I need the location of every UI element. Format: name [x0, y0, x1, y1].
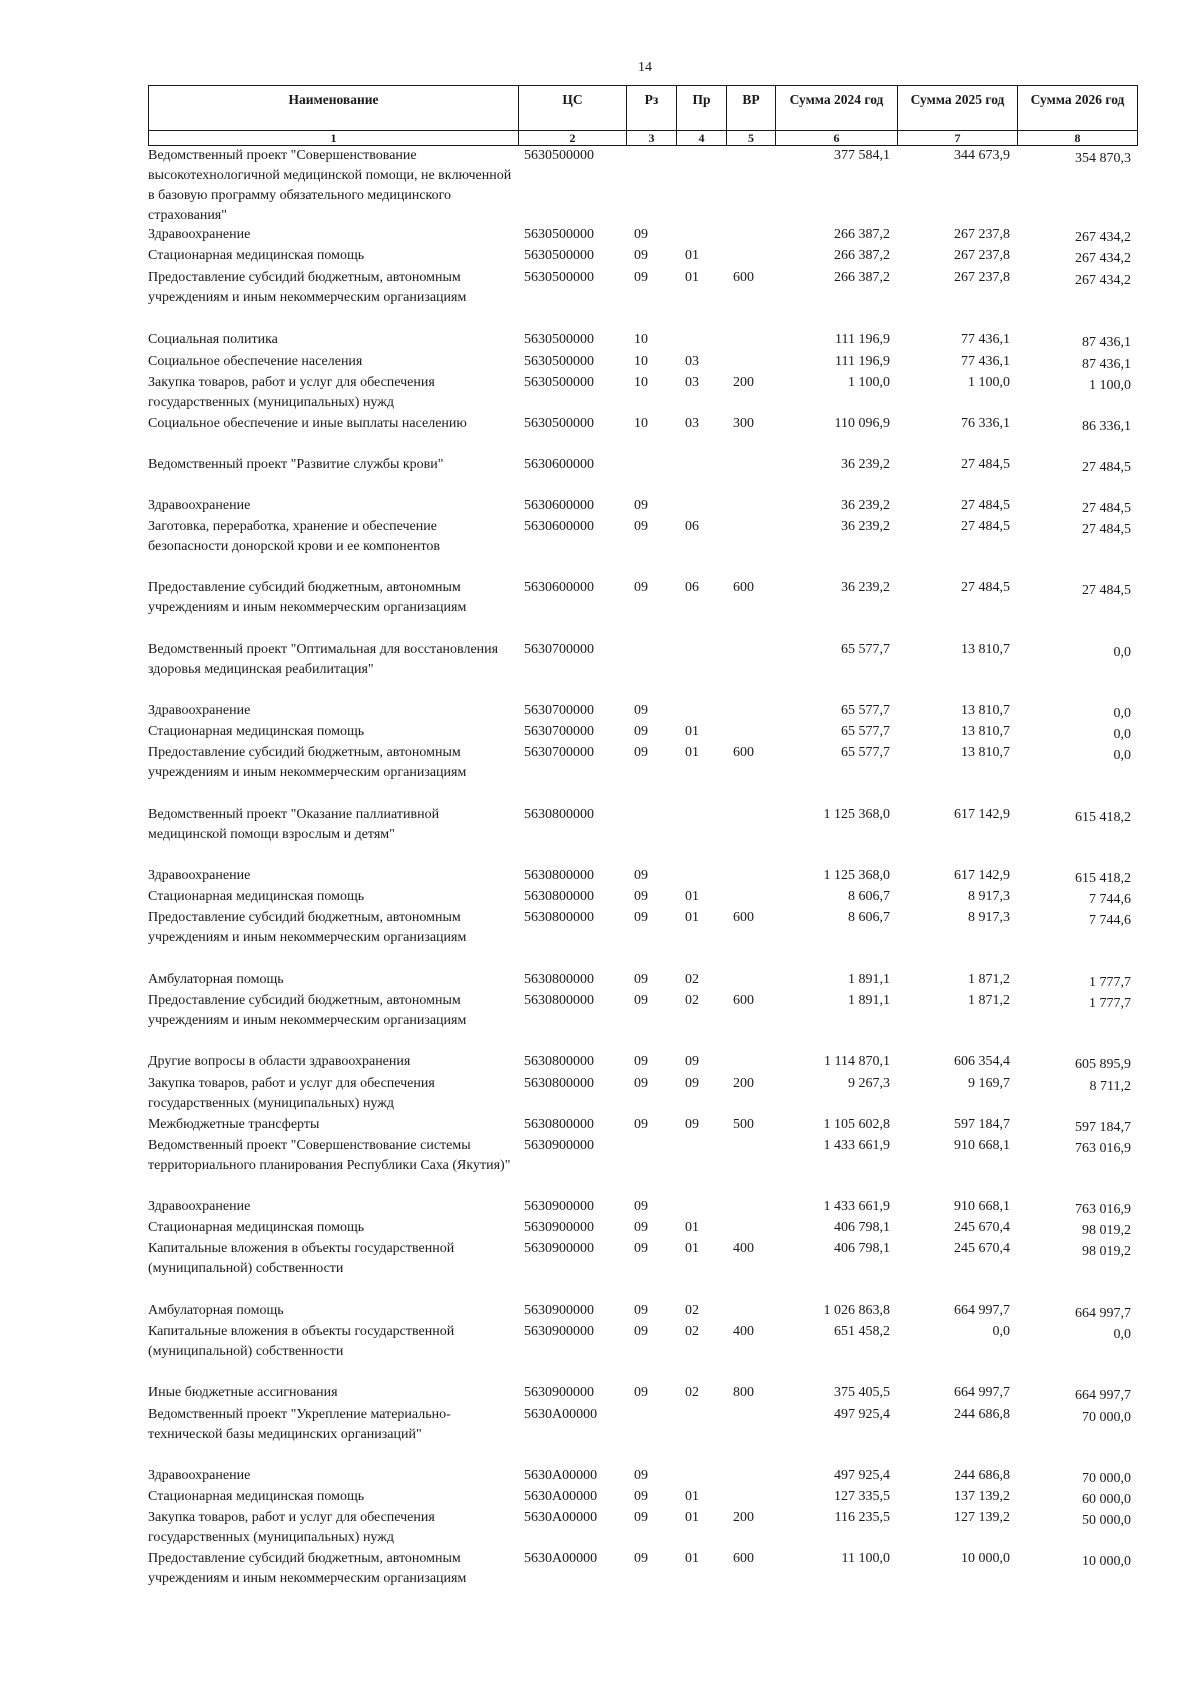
row-cs: 5630600000: [524, 457, 594, 472]
row-sum-2026: 86 336,1: [1082, 419, 1131, 434]
row-name: Предоставление субсидий бюджетным, автономным учреждениям и иным некоммерческим организациям: [148, 745, 467, 780]
row-sum-2025: 617 142,9: [954, 807, 1010, 822]
row-sum-2026: 27 484,5: [1082, 501, 1131, 516]
row-sum-2025: 0,0: [992, 1324, 1010, 1339]
row-pr: 02: [685, 972, 699, 987]
row-sum-2024: 116 235,5: [834, 1510, 890, 1525]
row-cs: 5630800000: [524, 1117, 594, 1132]
row-pr: 09: [685, 1076, 699, 1091]
row-sum-2026: 7 744,6: [1089, 892, 1131, 907]
row-cs: 5630А00000: [524, 1407, 598, 1422]
row-pr: 02: [685, 1303, 699, 1318]
row-name: Заготовка, переработка, хранение и обеспечение безопасности донорской крови и ее компонентов: [148, 519, 441, 554]
row-name: Капитальные вложения в объекты государственной (муниципальной) собственности: [148, 1324, 455, 1359]
row-sum-2025: 27 484,5: [961, 580, 1010, 595]
row-sum-2024: 1 125 368,0: [823, 807, 890, 822]
header-name: Наименование: [149, 86, 519, 131]
row-sum-2026: 615 418,2: [1075, 871, 1131, 886]
row-sum-2026: 267 434,2: [1075, 273, 1131, 288]
row-sum-2025: 245 670,4: [954, 1220, 1010, 1235]
row-sum-2024: 36 239,2: [841, 498, 890, 513]
row-pr: 01: [685, 745, 699, 760]
row-name: Предоставление субсидий бюджетным, автономным учреждениям и иным некоммерческим организациям: [148, 270, 467, 305]
row-sum-2024: 1 891,1: [848, 993, 890, 1008]
row-cs: 5630500000: [524, 270, 594, 285]
row-sum-2025: 344 673,9: [954, 148, 1010, 163]
row-name: Здравоохранение: [148, 868, 251, 883]
row-rz: 09: [634, 1199, 648, 1214]
row-rz: 09: [634, 248, 648, 263]
row-cs: 5630900000: [524, 1220, 594, 1235]
row-sum-2026: 98 019,2: [1082, 1244, 1131, 1259]
row-name: Стационарная медицинская помощь: [148, 889, 365, 904]
row-rz: 09: [634, 519, 648, 534]
row-cs: 5630700000: [524, 642, 594, 657]
row-name: Стационарная медицинская помощь: [148, 248, 365, 263]
row-sum-2024: 375 405,5: [834, 1385, 890, 1400]
row-cs: 5630500000: [524, 148, 594, 163]
row-name: Здравоохранение: [148, 1199, 251, 1214]
row-sum-2026: 0,0: [1113, 748, 1131, 763]
row-cs: 5630800000: [524, 889, 594, 904]
row-pr: 01: [685, 889, 699, 904]
row-pr: 01: [685, 724, 699, 739]
row-pr: 03: [685, 375, 699, 390]
header-num-2: 2: [519, 131, 627, 146]
row-sum-2024: 266 387,2: [834, 270, 890, 285]
row-name: Предоставление субсидий бюджетным, автономным учреждениям и иным некоммерческим организациям: [148, 910, 467, 945]
row-cs: 5630500000: [524, 332, 594, 347]
row-rz: 09: [634, 1385, 648, 1400]
row-vr: 600: [733, 580, 754, 595]
row-sum-2025: 8 917,3: [968, 910, 1010, 925]
row-sum-2026: 87 436,1: [1082, 335, 1131, 350]
row-sum-2025: 244 686,8: [954, 1407, 1010, 1422]
row-name: Амбулаторная помощь: [148, 1303, 284, 1318]
row-sum-2026: 664 997,7: [1075, 1306, 1131, 1321]
row-pr: 02: [685, 993, 699, 1008]
header-sum-2026: Сумма 2026 год: [1018, 86, 1138, 131]
row-cs: 5630500000: [524, 354, 594, 369]
row-vr: 200: [733, 375, 754, 390]
header-sum-2024: Сумма 2024 год: [776, 86, 898, 131]
row-cs: 5630600000: [524, 498, 594, 513]
row-cs: 5630500000: [524, 416, 594, 431]
row-rz: 09: [634, 1468, 648, 1483]
row-sum-2024: 111 196,9: [835, 332, 890, 347]
row-sum-2024: 8 606,7: [848, 910, 890, 925]
row-sum-2025: 77 436,1: [961, 354, 1010, 369]
row-vr: 600: [733, 1551, 754, 1566]
header-num-5: 5: [727, 131, 776, 146]
row-cs: 5630800000: [524, 868, 594, 883]
row-rz: 09: [634, 889, 648, 904]
row-cs: 5630500000: [524, 248, 594, 263]
header-num-4: 4: [677, 131, 727, 146]
row-rz: 09: [634, 1220, 648, 1235]
row-name: Капитальные вложения в объекты государственной (муниципальной) собственности: [148, 1241, 455, 1276]
row-rz: 09: [634, 270, 648, 285]
row-cs: 5630900000: [524, 1138, 594, 1153]
row-sum-2026: 27 484,5: [1082, 522, 1131, 537]
row-rz: 09: [634, 1489, 648, 1504]
row-pr: 01: [685, 1220, 699, 1235]
row-cs: 5630600000: [524, 580, 594, 595]
row-pr: 09: [685, 1117, 699, 1132]
row-sum-2026: 597 184,7: [1075, 1120, 1131, 1135]
row-sum-2026: 267 434,2: [1075, 251, 1131, 266]
row-sum-2025: 8 917,3: [968, 889, 1010, 904]
row-sum-2024: 651 458,2: [834, 1324, 890, 1339]
row-sum-2026: 70 000,0: [1082, 1471, 1131, 1486]
header-vr: ВР: [727, 86, 776, 131]
row-name: Социальное обеспечение и иные выплаты населению: [148, 416, 467, 431]
row-sum-2025: 137 139,2: [954, 1489, 1010, 1504]
row-sum-2026: 354 870,3: [1075, 151, 1131, 166]
row-sum-2025: 27 484,5: [961, 498, 1010, 513]
row-sum-2024: 9 267,3: [848, 1076, 890, 1091]
row-name: Ведомственный проект "Оптимальная для восстановления здоровья медицинская реабилитация": [148, 642, 499, 677]
header-rz: Рз: [627, 86, 677, 131]
row-sum-2025: 1 100,0: [968, 375, 1010, 390]
row-sum-2026: 0,0: [1113, 727, 1131, 742]
header-num-8: 8: [1018, 131, 1138, 146]
row-name: Закупка товаров, работ и услуг для обеспечения государственных (муниципальных) нужд: [148, 1510, 435, 1545]
row-rz: 09: [634, 1324, 648, 1339]
row-sum-2026: 0,0: [1113, 1327, 1131, 1342]
row-cs: 5630900000: [524, 1324, 594, 1339]
row-sum-2024: 1 026 863,8: [823, 1303, 890, 1318]
row-vr: 600: [733, 993, 754, 1008]
row-name: Иные бюджетные ассигнования: [148, 1385, 338, 1400]
row-pr: 03: [685, 354, 699, 369]
row-rz: 09: [634, 868, 648, 883]
row-sum-2024: 406 798,1: [834, 1241, 890, 1256]
row-sum-2026: 1 777,7: [1089, 975, 1131, 990]
row-sum-2024: 65 577,7: [841, 703, 890, 718]
row-rz: 09: [634, 1551, 648, 1566]
row-sum-2026: 615 418,2: [1075, 810, 1131, 825]
row-sum-2024: 36 239,2: [841, 519, 890, 534]
row-sum-2024: 36 239,2: [841, 580, 890, 595]
row-sum-2024: 1 105 602,8: [823, 1117, 890, 1132]
row-sum-2024: 406 798,1: [834, 1220, 890, 1235]
row-sum-2026: 60 000,0: [1082, 1492, 1131, 1507]
row-sum-2026: 0,0: [1113, 706, 1131, 721]
row-pr: 01: [685, 910, 699, 925]
row-vr: 600: [733, 745, 754, 760]
row-pr: 01: [685, 1241, 699, 1256]
row-rz: 09: [634, 1241, 648, 1256]
row-sum-2025: 617 142,9: [954, 868, 1010, 883]
row-name: Здравоохранение: [148, 227, 251, 242]
row-cs: 5630900000: [524, 1199, 594, 1214]
row-rz: 09: [634, 993, 648, 1008]
row-sum-2024: 11 100,0: [841, 1551, 890, 1566]
row-name: Амбулаторная помощь: [148, 972, 284, 987]
row-name: Закупка товаров, работ и услуг для обеспечения государственных (муниципальных) нужд: [148, 1076, 435, 1111]
row-sum-2025: 27 484,5: [961, 457, 1010, 472]
header-pr: Пр: [677, 86, 727, 131]
row-rz: 10: [634, 416, 648, 431]
row-sum-2024: 65 577,7: [841, 745, 890, 760]
row-pr: 06: [685, 519, 699, 534]
row-pr: 01: [685, 1489, 699, 1504]
row-sum-2025: 664 997,7: [954, 1385, 1010, 1400]
row-sum-2026: 98 019,2: [1082, 1223, 1131, 1238]
row-rz: 10: [634, 375, 648, 390]
row-sum-2025: 245 670,4: [954, 1241, 1010, 1256]
row-sum-2025: 13 810,7: [961, 724, 1010, 739]
row-sum-2026: 763 016,9: [1075, 1202, 1131, 1217]
row-pr: 01: [685, 270, 699, 285]
row-pr: 01: [685, 1551, 699, 1566]
row-sum-2025: 127 139,2: [954, 1510, 1010, 1525]
row-sum-2024: 36 239,2: [841, 457, 890, 472]
row-cs: 5630700000: [524, 745, 594, 760]
row-sum-2026: 267 434,2: [1075, 230, 1131, 245]
row-pr: 01: [685, 248, 699, 263]
row-sum-2025: 77 436,1: [961, 332, 1010, 347]
row-pr: 01: [685, 1510, 699, 1525]
row-name: Стационарная медицинская помощь: [148, 1489, 365, 1504]
row-sum-2025: 244 686,8: [954, 1468, 1010, 1483]
row-sum-2024: 110 096,9: [834, 416, 890, 431]
row-name: Здравоохранение: [148, 498, 251, 513]
row-sum-2024: 65 577,7: [841, 642, 890, 657]
row-cs: 5630800000: [524, 1054, 594, 1069]
row-cs: 5630800000: [524, 1076, 594, 1091]
row-pr: 06: [685, 580, 699, 595]
row-rz: 09: [634, 745, 648, 760]
row-sum-2024: 127 335,5: [834, 1489, 890, 1504]
row-name: Другие вопросы в области здравоохранения: [148, 1054, 411, 1069]
header-cs: ЦС: [519, 86, 627, 131]
row-sum-2026: 7 744,6: [1089, 913, 1131, 928]
row-sum-2025: 910 668,1: [954, 1199, 1010, 1214]
row-cs: 5630500000: [524, 227, 594, 242]
row-cs: 5630900000: [524, 1385, 594, 1400]
row-sum-2025: 1 871,2: [968, 972, 1010, 987]
row-rz: 10: [634, 354, 648, 369]
row-sum-2024: 1 125 368,0: [823, 868, 890, 883]
row-cs: 5630800000: [524, 910, 594, 925]
row-sum-2026: 10 000,0: [1082, 1554, 1131, 1569]
row-sum-2024: 1 433 661,9: [823, 1138, 890, 1153]
row-sum-2026: 50 000,0: [1082, 1513, 1131, 1528]
row-sum-2026: 70 000,0: [1082, 1410, 1131, 1425]
row-name: Здравоохранение: [148, 703, 251, 718]
row-sum-2025: 597 184,7: [954, 1117, 1010, 1132]
row-sum-2024: 1 891,1: [848, 972, 890, 987]
row-rz: 09: [634, 1117, 648, 1132]
row-sum-2026: 0,0: [1113, 645, 1131, 660]
row-cs: 5630700000: [524, 703, 594, 718]
row-name: Ведомственный проект "Развитие службы крови": [148, 457, 444, 472]
row-name: Здравоохранение: [148, 1468, 251, 1483]
header-num-1: 1: [149, 131, 519, 146]
row-sum-2025: 10 000,0: [961, 1551, 1010, 1566]
row-sum-2024: 266 387,2: [834, 248, 890, 263]
row-rz: 09: [634, 1054, 648, 1069]
row-cs: 5630А00000: [524, 1510, 598, 1525]
row-sum-2025: 13 810,7: [961, 745, 1010, 760]
row-sum-2024: 1 114 870,1: [824, 1054, 890, 1069]
row-name: Межбюджетные трансферты: [148, 1117, 320, 1132]
row-rz: 09: [634, 1510, 648, 1525]
row-name: Ведомственный проект "Оказание паллиативной медицинской помощи взрослым и детям": [148, 807, 440, 842]
row-pr: 03: [685, 416, 699, 431]
row-vr: 800: [733, 1385, 754, 1400]
row-sum-2025: 1 871,2: [968, 993, 1010, 1008]
row-rz: 09: [634, 227, 648, 242]
row-rz: 09: [634, 1076, 648, 1091]
row-rz: 09: [634, 724, 648, 739]
row-sum-2025: 76 336,1: [961, 416, 1010, 431]
row-sum-2026: 1 100,0: [1089, 378, 1131, 393]
row-pr: 02: [685, 1385, 699, 1400]
row-rz: 09: [634, 1303, 648, 1318]
row-sum-2025: 267 237,8: [954, 248, 1010, 263]
row-sum-2025: 9 169,7: [968, 1076, 1010, 1091]
header-num-3: 3: [627, 131, 677, 146]
row-sum-2026: 1 777,7: [1089, 996, 1131, 1011]
row-sum-2024: 111 196,9: [835, 354, 890, 369]
row-sum-2024: 8 606,7: [848, 889, 890, 904]
page-number: 14: [638, 60, 652, 75]
row-sum-2026: 763 016,9: [1075, 1141, 1131, 1156]
row-cs: 5630500000: [524, 375, 594, 390]
row-cs: 5630600000: [524, 519, 594, 534]
row-vr: 600: [733, 910, 754, 925]
row-vr: 300: [733, 416, 754, 431]
row-sum-2025: 910 668,1: [954, 1138, 1010, 1153]
row-sum-2026: 8 711,2: [1089, 1079, 1131, 1094]
row-sum-2024: 1 433 661,9: [823, 1199, 890, 1214]
row-vr: 500: [733, 1117, 754, 1132]
row-cs: 5630900000: [524, 1241, 594, 1256]
row-name: Ведомственный проект "Совершенствование системы территориального планирования Республики Саха (Якутия)": [148, 1138, 511, 1173]
row-sum-2024: 65 577,7: [841, 724, 890, 739]
row-cs: 5630800000: [524, 807, 594, 822]
row-vr: 200: [733, 1510, 754, 1525]
row-sum-2024: 497 925,4: [834, 1407, 890, 1422]
row-rz: 10: [634, 332, 648, 347]
row-rz: 09: [634, 580, 648, 595]
row-cs: 5630А00000: [524, 1468, 598, 1483]
row-sum-2026: 87 436,1: [1082, 357, 1131, 372]
row-sum-2025: 606 354,4: [954, 1054, 1010, 1069]
row-sum-2026: 664 997,7: [1075, 1388, 1131, 1403]
row-cs: 5630700000: [524, 724, 594, 739]
header-sum-2025: Сумма 2025 год: [898, 86, 1018, 131]
row-name: Социальная политика: [148, 332, 278, 347]
row-vr: 600: [733, 270, 754, 285]
row-vr: 400: [733, 1324, 754, 1339]
row-rz: 09: [634, 703, 648, 718]
row-sum-2025: 13 810,7: [961, 703, 1010, 718]
row-cs: 5630900000: [524, 1303, 594, 1318]
row-cs: 5630А00000: [524, 1551, 598, 1566]
row-sum-2024: 497 925,4: [834, 1468, 890, 1483]
row-rz: 09: [634, 498, 648, 513]
row-name: Предоставление субсидий бюджетным, автономным учреждениям и иным некоммерческим организациям: [148, 1551, 467, 1586]
row-cs: 5630А00000: [524, 1489, 598, 1504]
row-rz: 09: [634, 910, 648, 925]
row-name: Ведомственный проект "Совершенствование высокотехнологичной медицинской помощи, не включенной в базовую программу обязательного медицинского страхования": [148, 148, 512, 223]
row-name: Стационарная медицинская помощь: [148, 724, 365, 739]
row-name: Предоставление субсидий бюджетным, автономным учреждениям и иным некоммерческим организациям: [148, 993, 467, 1028]
row-cs: 5630800000: [524, 972, 594, 987]
row-name: Предоставление субсидий бюджетным, автономным учреждениям и иным некоммерческим организациям: [148, 580, 467, 615]
row-sum-2025: 27 484,5: [961, 519, 1010, 534]
row-sum-2026: 27 484,5: [1082, 460, 1131, 475]
row-sum-2024: 377 584,1: [834, 148, 890, 163]
row-sum-2024: 266 387,2: [834, 227, 890, 242]
row-sum-2026: 27 484,5: [1082, 583, 1131, 598]
row-rz: 09: [634, 972, 648, 987]
row-cs: 5630800000: [524, 993, 594, 1008]
row-name: Ведомственный проект "Укрепление материально-технической базы медицинских организаций": [148, 1407, 451, 1442]
row-name: Социальное обеспечение населения: [148, 354, 363, 369]
row-pr: 02: [685, 1324, 699, 1339]
row-sum-2025: 664 997,7: [954, 1303, 1010, 1318]
row-sum-2024: 1 100,0: [848, 375, 890, 390]
header-num-6: 6: [776, 131, 898, 146]
header-num-7: 7: [898, 131, 1018, 146]
row-vr: 200: [733, 1076, 754, 1091]
row-sum-2025: 267 237,8: [954, 270, 1010, 285]
row-name: Закупка товаров, работ и услуг для обеспечения государственных (муниципальных) нужд: [148, 375, 435, 410]
row-sum-2025: 267 237,8: [954, 227, 1010, 242]
row-sum-2026: 605 895,9: [1075, 1057, 1131, 1072]
row-pr: 09: [685, 1054, 699, 1069]
row-sum-2025: 13 810,7: [961, 642, 1010, 657]
row-vr: 400: [733, 1241, 754, 1256]
row-name: Стационарная медицинская помощь: [148, 1220, 365, 1235]
